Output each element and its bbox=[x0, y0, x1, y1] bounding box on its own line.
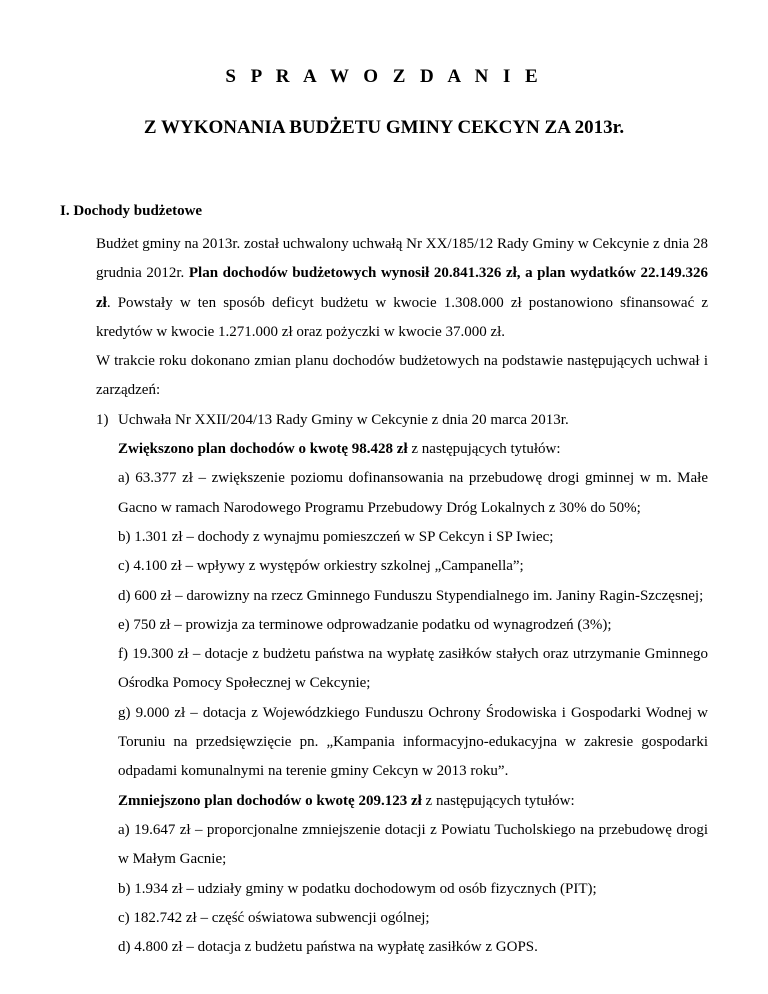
document-body bbox=[96, 230, 708, 962]
increase-entry: c) 4.100 zł – wpływy z występów orkiestry szkolnej „Campanella”; bbox=[118, 558, 524, 575]
increase-entry: g) 9.000 zł – dotacja z Wojewódzkiego Funduszu Ochrony Środowiska i Gospodarki Wodnej w Toruniu na przedsięwzięcie pn. „Kampania informacyjno-edukacyjna w zakresie gospodarki odpadami komunalnymi na terenie gminy Cekcyn w 2013 roku”. bbox=[118, 704, 708, 780]
section-heading: I. Dochody budżetowe bbox=[60, 203, 203, 219]
intro-paragraph bbox=[96, 230, 708, 347]
intro-text-1: Budżet gminy na 2013r. został uchwalony uchwałą Nr XX/185/12 Rady Gminy w Cekcynie z dnia 28 grudnia 2012r. bbox=[96, 236, 708, 282]
increase-heading bbox=[96, 435, 708, 464]
increase-entry: d) 600 zł – darowizny na rzecz Gminnego Funduszu Stypendialnego im. Janiny Ragin-Szczęsnej; bbox=[118, 587, 704, 604]
changes-intro-paragraph: W trakcie roku dokonano zmian planu dochodów budżetowych na podstawie następujących uchwał i zarządzeń: bbox=[96, 353, 708, 399]
intro-bold-plan: Plan dochodów budżetowych wynosił 20.841.326 zł, a plan wydatków 22.149.326 zł bbox=[96, 265, 708, 311]
decrease-entry: a) 19.647 zł – proporcjonalne zmniejszenie dotacji z Powiatu Tucholskiego na przebudowę drogi w Małym Gacnie; bbox=[118, 821, 708, 868]
list-item-resolution bbox=[96, 406, 708, 435]
list-item-text: Uchwała Nr XXII/204/13 Rady Gminy w Cekcynie z dnia 20 marca 2013r. bbox=[118, 411, 569, 428]
decrease-heading-bold: Zmniejszono plan dochodów o kwotę 209.123 zł bbox=[118, 792, 422, 809]
decrease-entry: b) 1.934 zł – udziały gminy w podatku dochodowym od osób fizycznych (PIT); bbox=[118, 880, 597, 897]
increase-entry: e) 750 zł – prowizja za terminowe odprowadzanie podatku od wynagrodzeń (3%); bbox=[118, 616, 612, 633]
decrease-entry: c) 182.742 zł – część oświatowa subwencji ogólnej; bbox=[118, 909, 430, 926]
intro-text-2: . Powstały w ten sposób deficyt budżetu w kwocie 1.308.000 zł postanowiono sfinansować z kredytów w kwocie 1.271.000 zł oraz pożyczki w kwocie 37.000 zł. bbox=[96, 294, 708, 340]
decrease-heading bbox=[96, 787, 708, 816]
increase-heading-rest: z następujących tytułów: bbox=[407, 441, 561, 458]
increase-entry: f) 19.300 zł – dotacje z budżetu państwa na wypłatę zasiłków stałych oraz utrzymanie Gminnego Ośrodka Pomocy Społecznej w Cekcynie; bbox=[118, 646, 708, 692]
document-subtitle: Z WYKONANIA BUDŻETU GMINY CEKCYN ZA 2013r. bbox=[143, 117, 625, 138]
increase-heading-bold: Zwiększono plan dochodów o kwotę 98.428 zł bbox=[118, 441, 408, 458]
increase-entry: a) 63.377 zł – zwiększenie poziomu dofinansowania na przebudowę drogi gminnej w m. Małe Gacno w ramach Narodowego Programu Przebudowy Dróg Lokalnych z 30% do 50%; bbox=[118, 470, 708, 516]
decrease-entry: d) 4.800 zł – dotacja z budżetu państwa na wypłatę zasiłków z GOPS. bbox=[118, 939, 538, 956]
increase-entry: b) 1.301 zł – dochody z wynajmu pomieszczeń w SP Cekcyn i SP Iwiec; bbox=[118, 528, 554, 545]
decrease-heading-rest: z następujących tytułów: bbox=[421, 792, 575, 809]
document-title: S P R A W O Z D A N I E bbox=[225, 66, 543, 87]
list-item-number: 1) bbox=[96, 411, 109, 428]
